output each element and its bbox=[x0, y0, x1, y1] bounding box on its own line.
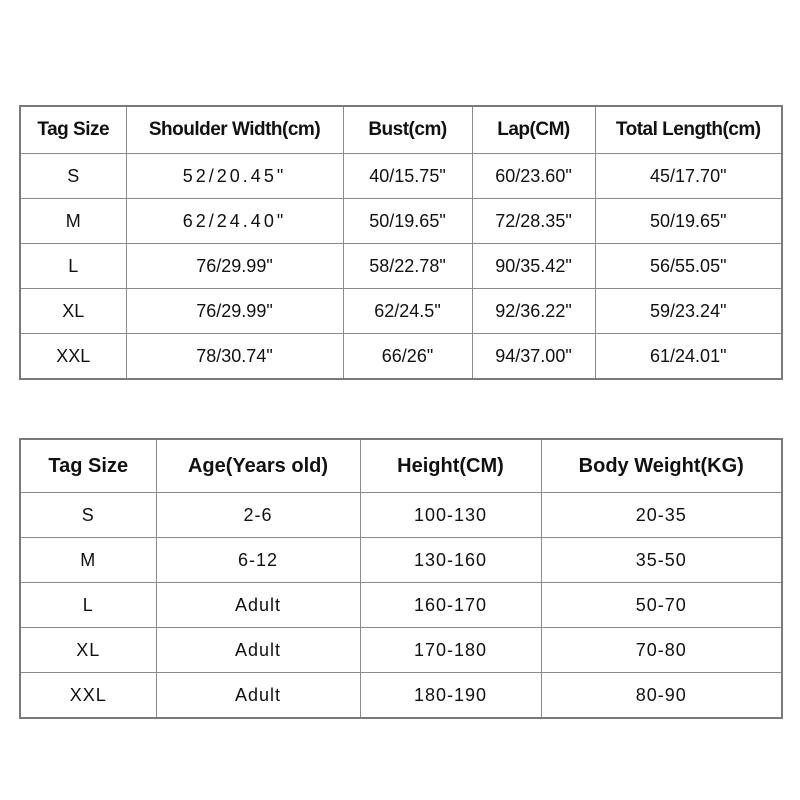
cell-shoulder-width: 78/30.74" bbox=[126, 334, 343, 380]
table-row bbox=[20, 538, 782, 583]
cell-tag-size: S bbox=[20, 493, 156, 538]
cell-height: 100-130 bbox=[360, 493, 541, 538]
header-age: Age(Years old) bbox=[156, 439, 360, 493]
table-row bbox=[20, 289, 782, 334]
cell-body-weight: 50-70 bbox=[541, 583, 782, 628]
table-row bbox=[20, 199, 782, 244]
header-shoulder-width: Shoulder Width(cm) bbox=[126, 106, 343, 154]
header-total-length: Total Length(cm) bbox=[595, 106, 782, 154]
cell-body-weight: 35-50 bbox=[541, 538, 782, 583]
garment-size-table bbox=[19, 105, 783, 380]
cell-tag-size: XL bbox=[20, 628, 156, 673]
cell-total-length: 59/23.24" bbox=[595, 289, 782, 334]
cell-lap: 94/37.00" bbox=[472, 334, 595, 380]
header-height: Height(CM) bbox=[360, 439, 541, 493]
cell-shoulder-width: 76/29.99" bbox=[126, 289, 343, 334]
cell-age: Adult bbox=[156, 628, 360, 673]
body-size-table bbox=[19, 438, 783, 719]
cell-tag-size: S bbox=[20, 154, 126, 199]
cell-shoulder-width: 52/20.45" bbox=[126, 154, 343, 199]
cell-bust: 58/22.78" bbox=[343, 244, 472, 289]
cell-body-weight: 20-35 bbox=[541, 493, 782, 538]
cell-tag-size: XXL bbox=[20, 673, 156, 719]
header-bust: Bust(cm) bbox=[343, 106, 472, 154]
table-row bbox=[20, 673, 782, 719]
table-row bbox=[20, 334, 782, 380]
cell-total-length: 56/55.05" bbox=[595, 244, 782, 289]
cell-height: 170-180 bbox=[360, 628, 541, 673]
table-row bbox=[20, 244, 782, 289]
cell-tag-size: L bbox=[20, 583, 156, 628]
table-row bbox=[20, 493, 782, 538]
cell-height: 180-190 bbox=[360, 673, 541, 719]
cell-total-length: 61/24.01" bbox=[595, 334, 782, 380]
cell-tag-size: XL bbox=[20, 289, 126, 334]
cell-age: Adult bbox=[156, 583, 360, 628]
cell-tag-size: XXL bbox=[20, 334, 126, 380]
header-tag-size: Tag Size bbox=[20, 439, 156, 493]
cell-body-weight: 70-80 bbox=[541, 628, 782, 673]
header-tag-size: Tag Size bbox=[20, 106, 126, 154]
header-lap: Lap(CM) bbox=[472, 106, 595, 154]
cell-age: Adult bbox=[156, 673, 360, 719]
cell-body-weight: 80-90 bbox=[541, 673, 782, 719]
cell-age: 2-6 bbox=[156, 493, 360, 538]
cell-bust: 50/19.65" bbox=[343, 199, 472, 244]
cell-bust: 40/15.75" bbox=[343, 154, 472, 199]
cell-tag-size: M bbox=[20, 538, 156, 583]
cell-height: 160-170 bbox=[360, 583, 541, 628]
cell-bust: 62/24.5" bbox=[343, 289, 472, 334]
cell-bust: 66/26" bbox=[343, 334, 472, 380]
table-header-row bbox=[20, 439, 782, 493]
cell-shoulder-width: 76/29.99" bbox=[126, 244, 343, 289]
cell-total-length: 45/17.70" bbox=[595, 154, 782, 199]
header-body-weight: Body Weight(KG) bbox=[541, 439, 782, 493]
cell-tag-size: M bbox=[20, 199, 126, 244]
cell-lap: 90/35.42" bbox=[472, 244, 595, 289]
cell-shoulder-width: 62/24.40" bbox=[126, 199, 343, 244]
cell-lap: 72/28.35" bbox=[472, 199, 595, 244]
table-row bbox=[20, 628, 782, 673]
cell-lap: 60/23.60" bbox=[472, 154, 595, 199]
table-row bbox=[20, 583, 782, 628]
table-header-row bbox=[20, 106, 782, 154]
cell-tag-size: L bbox=[20, 244, 126, 289]
cell-total-length: 50/19.65" bbox=[595, 199, 782, 244]
cell-age: 6-12 bbox=[156, 538, 360, 583]
table-row bbox=[20, 154, 782, 199]
cell-lap: 92/36.22" bbox=[472, 289, 595, 334]
cell-height: 130-160 bbox=[360, 538, 541, 583]
